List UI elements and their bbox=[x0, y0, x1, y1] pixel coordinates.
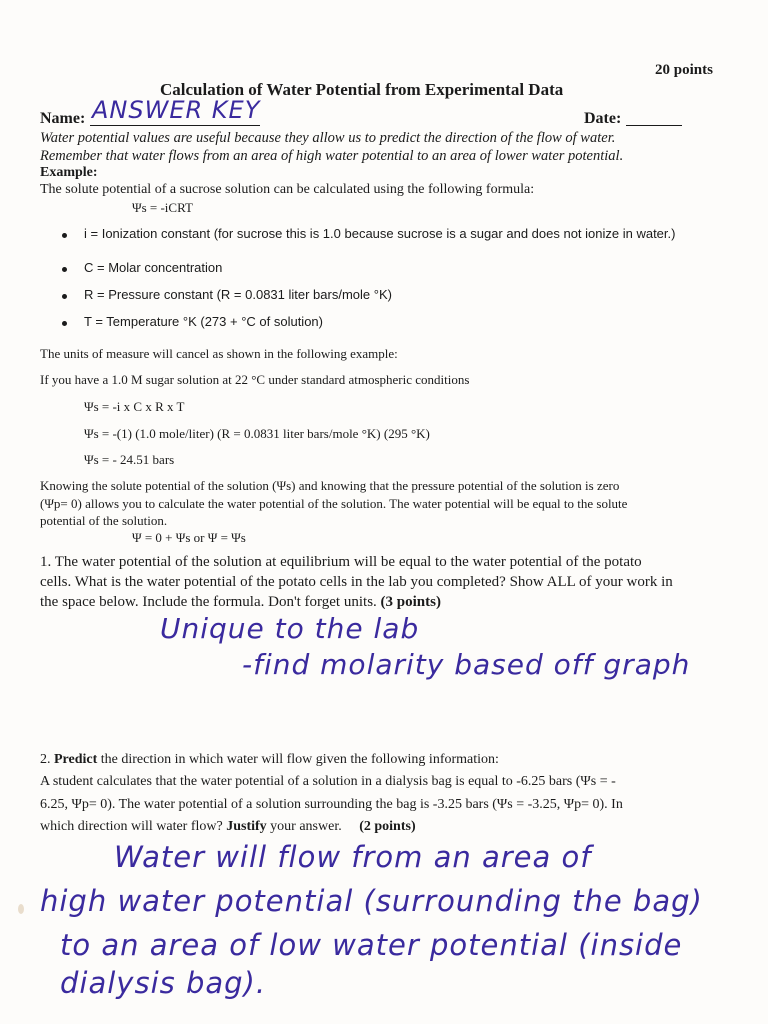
q2-answer-line-4: dialysis bag). bbox=[60, 966, 267, 1000]
q2-answer-line-3: to an area of low water potential (inside bbox=[60, 928, 683, 962]
bullet-dot bbox=[62, 233, 67, 238]
q2-justify: Justify bbox=[226, 819, 267, 834]
q1-line-3 bbox=[40, 594, 441, 611]
bullet-item-temperature: T = Temperature °K (273 + °C of solution) bbox=[84, 314, 323, 329]
bullet-item-concentration: C = Molar concentration bbox=[84, 260, 223, 275]
bullet-dot bbox=[62, 294, 67, 299]
q2-line-1 bbox=[40, 752, 499, 768]
q2-predict: Predict bbox=[54, 752, 98, 767]
q1-answer-line-2: -find molarity based off graph bbox=[242, 648, 691, 681]
q2-points: (2 points) bbox=[359, 819, 416, 834]
name-underline bbox=[90, 125, 260, 126]
knowing-line-3: potential of the solution. bbox=[40, 513, 168, 528]
intro-line-1: Water potential values are useful because they allow us to predict the direction of the flow of water. bbox=[40, 130, 616, 146]
bullet-dot bbox=[62, 267, 67, 272]
date-underline bbox=[626, 125, 682, 126]
points-total: 20 points bbox=[655, 62, 713, 78]
q2-line-4 bbox=[40, 819, 416, 835]
formula-intro: The solute potential of a sucrose solution can be calculated using the following formula: bbox=[40, 182, 535, 197]
example-scenario: If you have a 1.0 M sugar solution at 22 °C under standard atmospheric conditions bbox=[40, 372, 470, 387]
bullet-item-ionization: i = Ionization constant (for sucrose this is 1.0 because sucrose is a sugar and does not ionize in water.) bbox=[84, 226, 676, 241]
q2-answer-line-1: Water will flow from an area of bbox=[114, 840, 592, 874]
example-step-3: Ψs = - 24.51 bars bbox=[84, 452, 175, 467]
name-answer: ANSWER KEY bbox=[92, 96, 261, 124]
bullet-dot bbox=[62, 321, 67, 326]
knowing-equation: Ψ = 0 + Ψs or Ψ = Ψs bbox=[132, 530, 246, 545]
example-step-2: Ψs = -(1) (1.0 mole/liter) (R = 0.0831 liter bars/mole °K) (295 °K) bbox=[84, 426, 430, 441]
q1-points: (3 points) bbox=[380, 594, 441, 610]
q1-line-1: 1. The water potential of the solution at equilibrium will be equal to the water potential of the potato bbox=[40, 554, 642, 570]
intro-line-2: Remember that water flows from an area of high water potential to an area of lower water potential. bbox=[40, 148, 624, 164]
q1-instruction: the space below. Include the formula. Don't forget units. bbox=[40, 594, 377, 610]
q2-line-4-rest: your answer. bbox=[270, 819, 342, 834]
q1-line-2: cells. What is the water potential of the potato cells in the lab you completed? Show ALL of your work in bbox=[40, 574, 673, 590]
margin-mark bbox=[18, 904, 24, 914]
name-label: Name: bbox=[40, 110, 86, 127]
example-step-1: Ψs = -i x C x R x T bbox=[84, 399, 185, 414]
q2-answer-line-2: high water potential (surrounding the bag) bbox=[40, 884, 703, 918]
q2-line-3: 6.25, Ψp= 0). The water potential of a solution surrounding the bag is -3.25 bars (Ψs = -3.25, Ψp= 0). In bbox=[40, 797, 623, 812]
formula: Ψs = -iCRT bbox=[132, 200, 193, 215]
q1-answer-line-1: Unique to the lab bbox=[160, 612, 420, 645]
bullet-item-pressure-constant: R = Pressure constant (R = 0.0831 liter bars/mole °K) bbox=[84, 287, 392, 302]
q2-line-2: A student calculates that the water potential of a solution in a dialysis bag is equal to -6.25 bars (Ψs = - bbox=[40, 774, 616, 789]
page-title: Calculation of Water Potential from Experimental Data bbox=[160, 80, 564, 99]
knowing-line-2: (Ψp= 0) allows you to calculate the water potential of the solution. The water potential will be equal to the solute bbox=[40, 496, 628, 511]
units-line: The units of measure will cancel as shown in the following example: bbox=[40, 346, 398, 361]
q2-line-1-rest: the direction in which water will flow given the following information: bbox=[100, 752, 499, 767]
q2-question: which direction will water flow? bbox=[40, 819, 223, 834]
q2-number: 2. bbox=[40, 752, 51, 767]
knowing-line-1: Knowing the solute potential of the solution (Ψs) and knowing that the pressure potential of the solution is zero bbox=[40, 478, 620, 493]
example-label: Example: bbox=[40, 165, 98, 180]
date-label: Date: bbox=[584, 110, 622, 127]
